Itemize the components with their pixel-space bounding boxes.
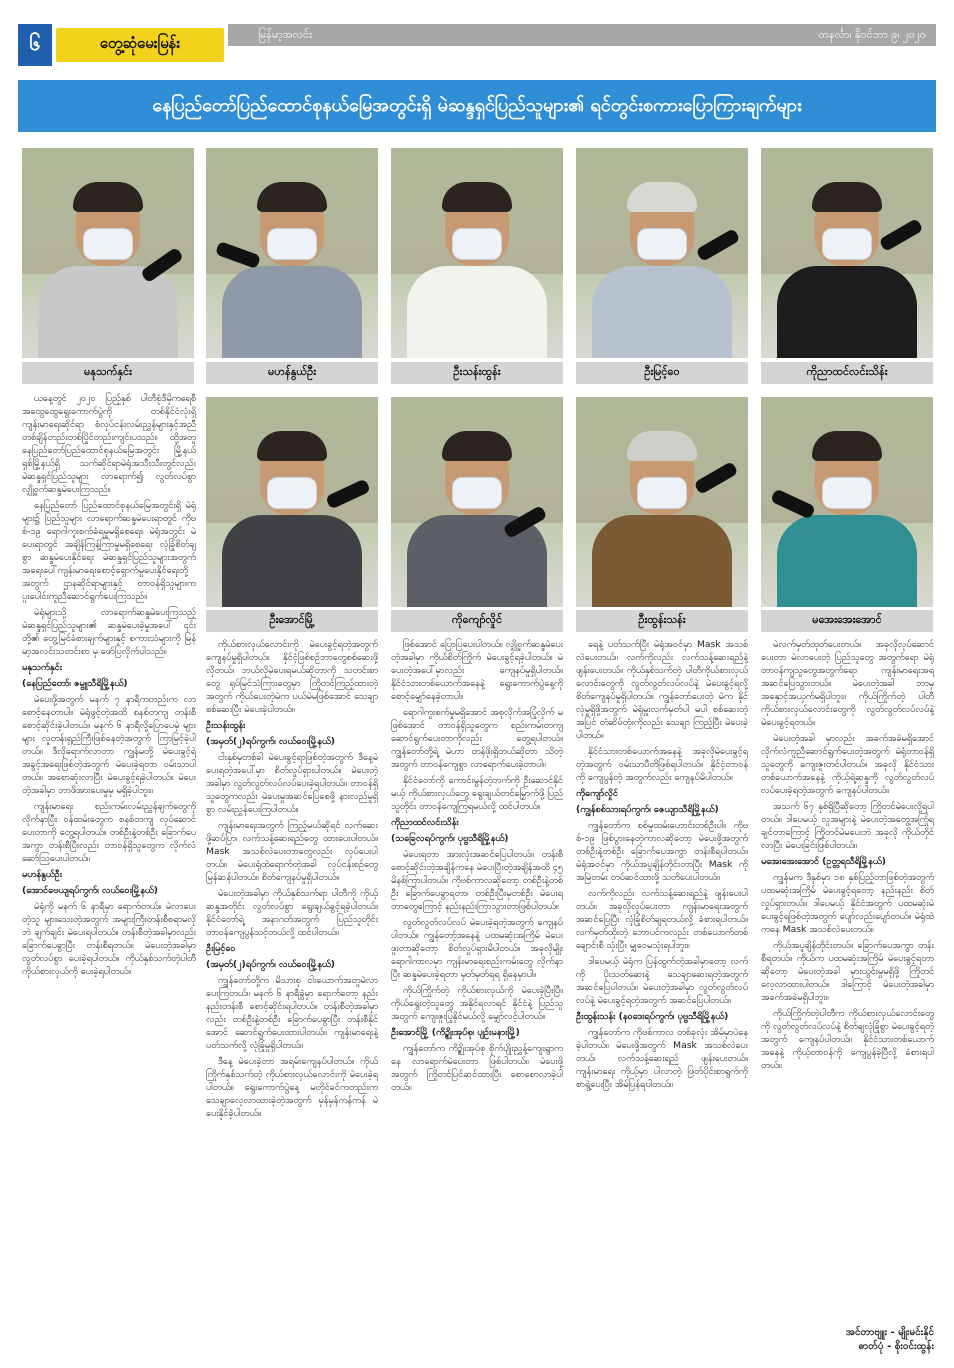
interviewee-heading: မနုသက်နှင်း bbox=[22, 662, 63, 673]
article-paragraph: မဲပေးတဲ့အခါမှာ ကိုယ်နှစ်သက်ရာ ပါတီကို ကိုယ့်ဆန္ဒအတိုင်း လွတ်လပ်စွာ ရွေးချယ်ခွင့်ရခဲ့ပါတယ်။ နိုင်ငံတော်ရဲ့ အနာဂတ်အတွက် ပြည်သူတိုင်း တာဝန်ကျေပွန်သင့်တယ်လို့ ထင်ပါတယ်။ bbox=[206, 888, 378, 938]
article-paragraph: မဲပေးဖို့အတွက် မနက် ၇ နာရီကတည်းက လာစောင့်နေတာပါ။ မဲရုံဖွင့်တဲ့အထိ စနစ်တကျ တန်းစီစောင့်ဆိုင်းခဲ့ပါတယ်။ မနက် ၆ နာရီလို့ပြောပေမဲ့ များများ လူတန်းရှည်ကြီးဖြစ်နေတဲ့အတွက် ကြာမြင့်ခဲ့ပါတယ်။ ဒီလိုရောက်လာတာ ကျွန်မတို့ မဲပေးခွင့်ရဲ့ အခွင့်အရေးဖြစ်တဲ့အတွက် မဲပေးခဲ့ရတာ ဝမ်းသာပါတယ်။ အစောဆုံးလာပြီး မဲပေးခွင့်ရခဲ့ပါတယ်။ မဲပေးတဲ့အခါမှာ ဘာဖိအားပေးမှုမှ မရှိခဲ့ပါဘူး။ bbox=[22, 694, 196, 796]
article-paragraph: လွတ်လွတ်လပ်လပ် မဲပေးခဲ့ရတဲ့အတွက် ကျေနပ်ပါတယ်။ ကျွန်တော့်အနေနဲ့ ပထမဆုံးအကြိမ် မဲပေးဖူးတာဆိုတော့ စိတ်လှုပ်ရှားမိပါတယ်။ အခုလိုမျိုး ရောဂါကာလမှာ ကျန်းမာရေးစည်းကမ်းတွေ လိုက်နာပြီး ဆန္ဒမဲပေးခဲ့ရတာ မှတ်မှတ်ရရ ရှိနေမှာပါ။ bbox=[391, 917, 563, 980]
article-paragraph: ကျန်းမာရေး စည်းကမ်းလမ်းညွှန်ချက်တွေကို လိုက်နာပြီး ဝန်ထမ်းတွေက စနစ်တကျ လုပ်ဆောင်ပေးတာကို တွေ့ရပါတယ်။ တစ်ဦးနဲ့တစ်ဦး ခြောက်ပေအကွာ တန်းစီပြီးလည်း တာဝန်ရှိသူတွေက လိုက်လံဆော်ဩပေးပါတယ်။ bbox=[22, 801, 196, 864]
interviewee-heading: မဟန်နွယ်ဦး bbox=[22, 869, 63, 880]
interviewee-heading: ဦးထွန်းသန်း (နဝဒေးရပ်ကွက်၊ ပုဗ္ဗသီရိမြို့နယ်) bbox=[576, 1011, 729, 1022]
interviewee-heading: (ကျွန်စစ်သားရပ်ကွက်၊ ဇေယျာသီရိမြို့နယ်) bbox=[576, 804, 719, 815]
photo-caption: ဦးသန်းထွန်း bbox=[391, 362, 563, 384]
article-paragraph: ကျန်းမာရေးအတွက် ကြည့်မယ်ဆိုရင် လက်ဆေးဖို့ဆပ်ပြာ၊ လက်သန့်ဆေးရည်တွေ ထားပေးပါတယ်။ Mask အသစ်လဲပေးတာတွေလည်း လုပ်ပေးပါတယ်။ မဲပေးရုံထဲရောက်တဲ့အခါ လုပ်ငန်းစဉ်တွေ မြန်ဆန်ပါတယ်။ စိတ်ကျေနပ်မှုရှိပါတယ်။ bbox=[206, 820, 378, 883]
interviewee-heading: (အမှတ်(၂)ရပ်ကွက်၊ လယ်ဝေးမြို့နယ်) bbox=[206, 736, 335, 747]
photo-caption: မအေးအေးအောင် bbox=[761, 610, 933, 632]
article-paragraph: ကျွန်မက ဒီနှစ်မှာ ၁၈ နှစ်ပြည့်တာဖြစ်တဲ့အတွက် ပထမဆုံးအကြိမ် မဲပေးခွင့်ရတော့ နည်းနည်း စိတ်လှုပ်ရှားတယ်။ ဒါပေမယ့် နိုင်ငံအတွက် ပထမဆုံးမဲပေးခွင့်ရဖြစ်တဲ့အတွက် ပျော်လည်းပျော်တယ်။ မဲရုံထဲကနေ Mask အသစ်လဲပေးတယ်။ bbox=[761, 872, 934, 935]
photo-person-1 bbox=[22, 148, 194, 358]
page-header bbox=[18, 24, 936, 66]
interviewee-heading: မအေးအေးအောင် (ဥတ္တရသီရိမြို့နယ်) bbox=[761, 856, 886, 867]
article-column-1 bbox=[22, 392, 196, 1362]
photo-person-7 bbox=[391, 397, 563, 607]
issue-date: တနင်္လာ၊ နိုဝင်ဘာ ၉၊ ၂၀၂၀ bbox=[818, 28, 926, 41]
article-paragraph: ကိုယ်ကြိုက်တဲ့ ကိုယ်စားလှယ်ကို မဲပေးခဲ့ပြီးပြီ။ ကိုယ်ရွေးတဲ့သူတွေ အနိုင်ရလာရင် နိုင်ငံနဲ့ ပြည်သူအတွက် ကျေးဇူးပြုနိုင်မယ်လို့ မျှော်လင့်ပါတယ်။ bbox=[391, 985, 563, 1022]
article-paragraph: ဖြစ်အောင် ပြောပြပေးပါတယ်။ လျှို့ဝှက်ဆန္ဒမဲပေးတဲ့အခါမှာ ကိုယ်စိတ်ကြိုက် မဲပေးခွင့်ရခဲ့ပါတယ်။ မဲပေးတဲ့အပေါ်မှာလည်း ကျေနပ်မှုရှိပါတယ်။ နိုင်ငံသားတစ်ယောက်အနေနဲ့ ရွေးကောက်ပွဲနေ့ကို စောင့်မျှော်နေခဲ့တာပါ။ bbox=[391, 639, 563, 702]
article-paragraph: ဒါပေမယ့် မဲရုံက ပြန်ထွက်တဲ့အခါမှာတော့ လက်ကို ပိုးသတ်ဆေးနဲ့ သေချာဆေးရတဲ့အတွက် အဆင်ပြေပါတယ်။ မဲပေးတဲ့အခါမှာ လွတ်လွတ်လပ်လပ်နဲ့ မဲပေးခွင့်ရတဲ့အတွက် အဆင်ပြေပါတယ်။ bbox=[576, 956, 748, 1006]
photo-caption: ဦးအောင်မြို့ bbox=[206, 610, 378, 632]
article-paragraph: ငါးနှစ်မှတစ်ခါ မဲပေးခွင့်ရာဖြစ်တဲ့အတွက် ဒီနေ့မဲပေးရတဲ့အပေါ်မှာ စိတ်လှုပ်ရှားပါတယ်။ မဲပေးတဲ့အခါမှာ လွတ်လွတ်လပ်လပ်ပေးခဲ့ရပါတယ်။ တာဝန်ရှိသူတွေကလည်း မဲပေးမှုအဆင်ပြေစေဖို့ နားလည်မှုရှိစွာ လမ်းညွှန်ပေးကြပါတယ်။ bbox=[206, 752, 378, 815]
article-column-5 bbox=[761, 638, 934, 1322]
article-paragraph: ကိုယ်စားလှယ်လောင်းကို မဲပေးခွင့်ရတဲ့အတွက် ကျေနပ်မှုရှိပါတယ်။ နိုင်ငံ့ဖြစ်စဉ်ဘာတွေစစ်ဆေးဖို့ လိုတယ်၊ ဘယ်လိုမဲပေးရမယ်ဆိုတာကို သတင်းစာတွေ ရုပ်မြင်သံကြားတွေမှာ ကြိုတင်ကြည့်ထားတဲ့အတွက် ကိုယ်ပေးတဲ့မဲက ပယ်မဲမဖြစ်အောင် သေချာစစ်ဆေးပြီး မဲပေးခဲ့ပါတယ်။ bbox=[206, 639, 378, 715]
photo-person-2 bbox=[206, 148, 378, 358]
publication-strip bbox=[228, 24, 936, 46]
photo-person-3 bbox=[391, 148, 563, 358]
interviewee-heading: (အောင်ဗေယျရပ်ကွက်၊ လယ်ဝေးမြို့နယ်) bbox=[22, 885, 158, 896]
photo-person-8 bbox=[576, 397, 748, 607]
article-credits bbox=[762, 1326, 934, 1354]
article-paragraph: ကိုယ်ကြိုက်တဲ့ပါတီက ကိုယ်စားလှယ်လောင်းတွေကို လွတ်လွတ်လပ်လပ်နဲ့ စိတ်ချလုံခြုံစွာ မဲပေးခွင့်ရတဲ့အတွက် ကျေနပ်ပါတယ်။ နိုင်ငံသားတစ်ယောက်အနေနဲ့ ကိုယ့်တာဝန်ကို ကျေပွန်ခဲ့ပြီလို့ ခံစားရပါတယ်။ bbox=[761, 1008, 934, 1071]
photo-caption: ကိုညာထင်လင်းသိန်း bbox=[761, 362, 933, 384]
article-paragraph: နေပြည်တော် ပြည်ထောင်စုနယ်မြေအတွင်းရှိ မဲရုံများ၌ ပြည်သူများ လာရောက်ဆန္ဒမဲပေးရာတွင် ကိုဗစ်-၁၉ ရောဂါကူးစက်ခံရမှုမရှိစေရေး၊ မဲရုံအတွင်း မဲပေးရာတွင် အချိန်ကြန့်ကြာမှုမရှိစေရေး လုံခြုံစိတ်ချစွာ ဆန္ဒမဲပေးနိုင်ရေး မဲဆန္ဒရှင်ပြည်သူများအတွက် အရေးပေါ်ကျန်းမာရေးစောင့်ရှောက်မှုပေးနိုင်ရေးတို့အတွက် ဌာနဆိုင်ရာများနှင့် တာဝန်ရှိသူများက ပူးပေါင်းကူညီဆောင်ရွက်ပေးကြသည်။ bbox=[22, 500, 196, 602]
photo-person-6 bbox=[206, 397, 378, 607]
article-paragraph: မဲလက်မှတ်ထုတ်ပေးတယ်။ အခုလိုလုပ်ဆောင်ပေးတာ မဲလာပေးတဲ့ ပြည်သူတွေ အတွက်ရော မဲရုံတာဝန်ကျသူတွေအတွက်ရော ကျန်းမာရေးအရ အဆင်ပြေသွားတယ်။ မဲပေးတဲ့အခါ ဘာမှအနှောင့်အယှက်မရှိပါဘူး။ ကိုယ်ကြိုက်တဲ့ ပါတီကိုယ်စားလှယ်လောင်းတွေကို လွတ်လွတ်လပ်လပ်နဲ့ မဲပေးခွင့်ရတယ်။ bbox=[761, 639, 934, 728]
interviewer-credit: အင်တာဗျူး - မျိုးမင်းနိုင် bbox=[845, 1327, 934, 1338]
article-column-4 bbox=[576, 638, 748, 1364]
article-paragraph: ကျွန်တော်က ကိုဗစ်ကာလ တစ်ခုလုံး အိမ်မှာပဲနေခဲ့ပါတယ်။ မဲပေးဖို့အတွက် Mask အသစ်လဲပေးတယ်၊ လက်သန့်ဆေးရည် ဖျန်းပေးတယ်။ ကျန်းမာရေး ကိုယ့်မှာ ပါလာတဲ့ ဖြတ်ပိုင်းစာရွက်ကို စာရွဲ့ပေးပြီး အိမ်ပြန်ရပါတယ်။ bbox=[576, 1027, 748, 1090]
photo-person-4 bbox=[576, 148, 748, 358]
article-column-2 bbox=[206, 638, 378, 1364]
interviewee-heading: ကိုညာထင်လင်းသိန်း bbox=[391, 817, 459, 828]
article-paragraph: ကျွန်တော်က ကိဉ္စိုးအုပ်စု စိုက်ပျိုးညွှန့်ကျေးရွာကနေ လာရောက်မဲပေးတာ ဖြစ်ပါတယ်။ မဲပေးဖို့အတွက် ကြိုတင်ပြင်ဆင်ထားပြီး စောစောလာခဲ့ပါတယ်။ bbox=[391, 1043, 563, 1093]
photo-caption: ကိုကျော်လှိုင် bbox=[391, 610, 563, 632]
interviewee-heading: ဦးအောင်မြို့ (ကိဉ္စိုးအုပ်စု၊ ပျဉ်းမနားမြို့) bbox=[391, 1027, 520, 1038]
interviewee-heading: (အမှတ်(၂)ရပ်ကွက်၊ လယ်ဝေးမြို့နယ်) bbox=[206, 959, 335, 970]
article-paragraph: မဲပေးရတာ အားလုံးအဆင်ပြေပါတယ်။ တန်းစီစောင့်ဆိုင်းတဲ့အချိန်ကနေ မဲပေးပြီးတဲ့အချိန်အထိ ၄၅ မိနစ်ကြာပါတယ်။ ကိုဗစ်ကာလဆိုတော့ တစ်ဦးနဲ့တစ်ဦး ခြောက်ပေခွာရတာ၊ တစ်ဦးပြီးမှတစ်ဦး မဲပေးရတာတွေကြောင့် နည်းနည်းကြာသွားတာဖြစ်ပါတယ်။ bbox=[391, 849, 563, 912]
interviewee-heading: ဦးသန်းထွန်း bbox=[206, 720, 246, 731]
page-number: ၆ bbox=[18, 24, 52, 66]
article-paragraph: မဲရုံများသို့ လာရောက်ဆန္ဒမဲပေးကြသည့် မဲဆန္ဒရှင်ပြည်သူများ၏ ဆန္ဒမဲပေးခဲ့မှုအပေါ် ၎င်းတို့၏ တွေ့မြင်ခံစားချက်များနှင့် စကားသံများကို မြန်မာ့အလင်းသတင်းစာ မှ ဖော်ပြလိုက်ပါသည်။ bbox=[22, 607, 196, 657]
article-paragraph: နိုင်ငံတော်ကို ကောင်းမွန်တဲ့ဘက်ကို ဦးဆောင်နိုင်မယ့် ကိုယ်စားလှယ်တွေ ရွေးချယ်တင်မြှောက်ဖို့ ပြည်သူတိုင်း တာဝန်ကျေကြရမယ်လို့ ထင်ပါတယ်။ bbox=[391, 775, 563, 812]
article-paragraph: ရေနဲ့ ပတ်သက်ပြီး မဲရုံအဝင်မှာ Mask အသစ်လဲပေးတယ်။ လက်ကိုလည်း လက်သန့်ဆေးရည်နဲ့ ဖျန်းပေးတယ်။ ကိုယ်နှစ်သက်တဲ့ ပါတီကိုယ်စားလှယ်လောင်းတွေကို လွတ်လွတ်လပ်လပ်နဲ့ မဲပေးခွင့်ရလို့ စိတ်ကျေနပ်မှုရှိပါတယ်။ ကျွန်တော်ပေးတဲ့ မဲက နိုင်လုံမှုရှိဖို့အတွက် မဲရုံမှူးလက်မှတ်ပါ မပါ စစ်ဆေးတဲ့အပြင် တံဆိပ်တုံးကိုလည်း သေချာ ကြည့်ပြီး မဲပေးခဲ့ပါတယ်။ bbox=[576, 639, 748, 741]
article-paragraph: အသက် ၆၇ နှစ်ရှိပြီဆိုတော့ ကြိုတင်မဲပေးလို့ရပါတယ်။ ဒါပေမယ့် လူအများနဲ့ မဲပေးတဲ့အတွေ့အကြုံရချင်တာကြောင့် ကြိုတင်မဲမပေးဘဲ အခုလို ကိုယ်တိုင်လာပြီး မဲပေးခြင်းဖြစ်ပါတယ်။ bbox=[761, 801, 934, 851]
section-label: တွေ့ဆုံမေးမြန်း bbox=[56, 28, 224, 62]
photographer-credit: ဓာတ်ပုံ - စိုးဝင်းထွန်း bbox=[858, 1341, 934, 1352]
article-paragraph: ကိုယ်အပူချိန်တိုင်းတယ်။ ခြောက်ပေအကွာ တန်းစီရတယ်။ ကိုယ်က ပထမဆုံးအကြိမ် မဲပေးခွင့်ရတာဆိုတော့ မဲပေးတဲ့အခါ မှားယွင်းမှုမရှိဖို့ ကြိုတင်လေ့လာထားပါတယ်။ ဒါကြောင့် မဲပေးတဲ့အခါမှာ အခက်အခဲမရှိပါဘူး။ bbox=[761, 940, 934, 1003]
photo-caption: ဦးထွန်းသန်း bbox=[576, 610, 748, 632]
article-paragraph: နိုင်ငံသားတစ်ယောက်အနေနဲ့ အခုလိုမဲပေးခွင့်ရတဲ့အတွက် ဝမ်းသာပီတိဖြစ်ရပါတယ်။ နိုင်ငံ့တာဝန်ကို ကျေပွန်တဲ့ အတွက်လည်း ကျေနပ်မိပါတယ်။ bbox=[576, 746, 748, 783]
article-headline: နေပြည်တော်ပြည်ထောင်စုနယ်မြေအတွင်းရှိ မဲဆန္ဒရှင်ပြည်သူများ၏ ရင်တွင်းစကားပြောကြားချက်များ bbox=[18, 80, 936, 132]
article-paragraph: ရောဂါကူးစက်မှုမရှိအောင် အစုလိုက်အပြုံလိုက် မဖြစ်အောင် တာဝန်ရှိသူတွေက စည်းကမ်းတကျ ဆောင်ရွက်ပေးတာကိုလည်း တွေ့ရပါတယ်။ ကျွန်တော်တို့ရဲ့ မဲဟာ တန်ဖိုးရှိတယ်ဆိုတာ သိတဲ့အတွက် တာဝန်ကျေစွာ လာရောက်ပေးခဲ့တာပါ။ bbox=[391, 707, 563, 770]
article-paragraph: လက်ကိုလည်း လက်သန့်ဆေးရည်နဲ့ ဖျန်းပေးပါတယ်။ အခုလိုလုပ်ပေးတာ ကျန်းမာရေးအတွက် အဆင်ပြေပြီး လုံခြုံစိတ်ချရတယ်လို့ ခံစားရပါတယ်။ လက်မှတ်ထိုးတဲ့ ဘောပင်ကလည်း တစ်ယောက်တစ်ချောင်းစီ သုံးပြီး မျှဝေမသုံးရပါဘူး။ bbox=[576, 888, 748, 951]
photo-caption: မဟန်နွယ်ဦး bbox=[206, 362, 378, 384]
publication-name: မြန်မာ့အလင်း bbox=[258, 28, 312, 41]
article-paragraph: ဒီနေ့ မဲပေးခဲ့တာ အရမ်းကျေနပ်ပါတယ်။ ကိုယ်ကြိုက်နှစ်သက်တဲ့ ကိုယ်စားလှယ်လောင်းကို မဲပေးခဲ့ရပါတယ်။ ရွေးကောက်ပွဲနေ့ မတိုင်ခင်ကတည်းက သေချာလေ့လာထားခဲ့တဲ့အတွက် မှန်မှန်ကန်ကန် မဲပေးနိုင်ခဲ့ပါတယ်။ bbox=[206, 1056, 378, 1119]
photo-person-9 bbox=[761, 397, 933, 607]
article-paragraph: မဲပေးတဲ့အခါ မှာလည်း အခက်အခဲမရှိအောင် လိုက်လံကူညီဆောင်ရွက်ပေးတဲ့အတွက် မဲရုံတာဝန်ရှိသူတွေကို ကျေးဇူးတင်ပါတယ်။ အခုလို နိုင်ငံသားတစ်ယောက်အနေနဲ့ ကိုယ့်ရဲ့ဆန္ဒကို လွတ်လွတ်လပ်လပ်ပေးခဲ့ရတဲ့အတွက် ကျေနပ်ပါတယ်။ bbox=[761, 733, 934, 796]
article-paragraph: မဲရုံကို မနက် ၆ နာရီမှာ ရောက်တယ်။ မဲလာပေးတဲ့သူ များသေးတဲ့အတွက် အများကြီးတန်းစီစရာမလိုဘဲ ချက်ချင်း မဲပေးရပါတယ်။ တန်းစီတဲ့အခါမှာလည်း ခြောက်ပေခွာပြီး တန်းစီရတယ်။ မဲပေးတဲ့အခါမှာ လွတ်လပ်စွာ ပေးခဲ့ရပါတယ်။ ကိုယ်နှစ်သက်တဲ့ပါတီ ကိုယ်စားလှယ်ကို ပေးခဲ့ရပါတယ်။ bbox=[22, 901, 196, 977]
article-column-3 bbox=[391, 638, 563, 1364]
interviewee-heading: ကိုကျော်လှိုင် bbox=[576, 788, 618, 799]
interviewee-heading: ဦးမြင့်ဝေ bbox=[206, 943, 236, 954]
photo-caption: မနုသက်နှင်း bbox=[22, 362, 194, 384]
interviewee-heading: (သခြေလရပ်ကွက်၊ ပုဗ္ဗသီရိမြို့နယ်) bbox=[391, 833, 509, 844]
article-paragraph: ကျွန်တော်တို့က မိသားစု ငါးယောက်အတူမဲလာပေးကြတယ်။ မနက် ၆ နာရီခွဲမှာ ရောက်တော့ နည်းနည်းတန်းစီ စောင့်ဆိုင်းရပါတယ်။ တန်းစီတဲ့အခါမှာလည်း တစ်ဦးနဲ့တစ်ဦး ခြောက်ပေခွာပြီး တန်းစီနိုင်အောင် ဆောင်ရွက်ပေးထားပါတယ်။ ကျန်းမာရေးနဲ့ ပတ်သက်လို့ လုံခြုံမှုရှိပါတယ်။ bbox=[206, 975, 378, 1051]
photo-caption: ဦးမြင့်ဝေ bbox=[576, 362, 748, 384]
article-paragraph: ကျွန်တော်က စစ်မှုထမ်းဟောင်းတစ်ဦးပါ။ ကိုဗစ်-၁၉ ဖြစ်ပွားနေတဲ့ကာလဆိုတော့ မဲပေးဖို့အတွက် တစ်ဦးနဲ့တစ်ဦး ခြောက်ပေအကွာ တန်းစီရပါတယ်။ မဲရုံအဝင်မှာ ကိုယ်အပူချိန်တိုင်းတာပြီး Mask ကို အမြဲတမ်း တပ်ဆင်ထားဖို့ သတိပေးပါတယ်။ bbox=[576, 820, 748, 883]
interviewee-heading: (နေပြည်တော်၊ ဇမ္ဗူသီရိမြို့နယ်) bbox=[22, 678, 128, 689]
photo-person-5 bbox=[761, 148, 933, 358]
article-paragraph: ယနေ့တွင် ၂၀၂၀ ပြည့်နှစ် ပါတီစုံဒီမိုကရေစီ အထွေထွေရွေးကောက်ပွဲကို တစ်နိုင်ငံလုံးရှိ ကျန်းမာရေးဆိုင်ရာ စံလုပ်ငန်းလမ်းညွှန်များနှင့်အညီ တစ်ချိန်တည်းတစ်ပြိုင်တည်းကျင်းပသည်။ ထို့အတူ နေပြည်တော်ပြည်ထောင်စုနယ်မြေအတွင်း မြို့နယ် ရှစ်မြို့နယ်ရှိ သက်ဆိုင်ရာမဲရုံအသီးသီးတွင်လည်း မဲဆန္ဒရှင်ပြည်သူများ လာရောက်၍ လွတ်လပ်စွာ လျှို့ဝှက်ဆန္ဒမဲပေးကြသည်။ bbox=[22, 393, 196, 495]
